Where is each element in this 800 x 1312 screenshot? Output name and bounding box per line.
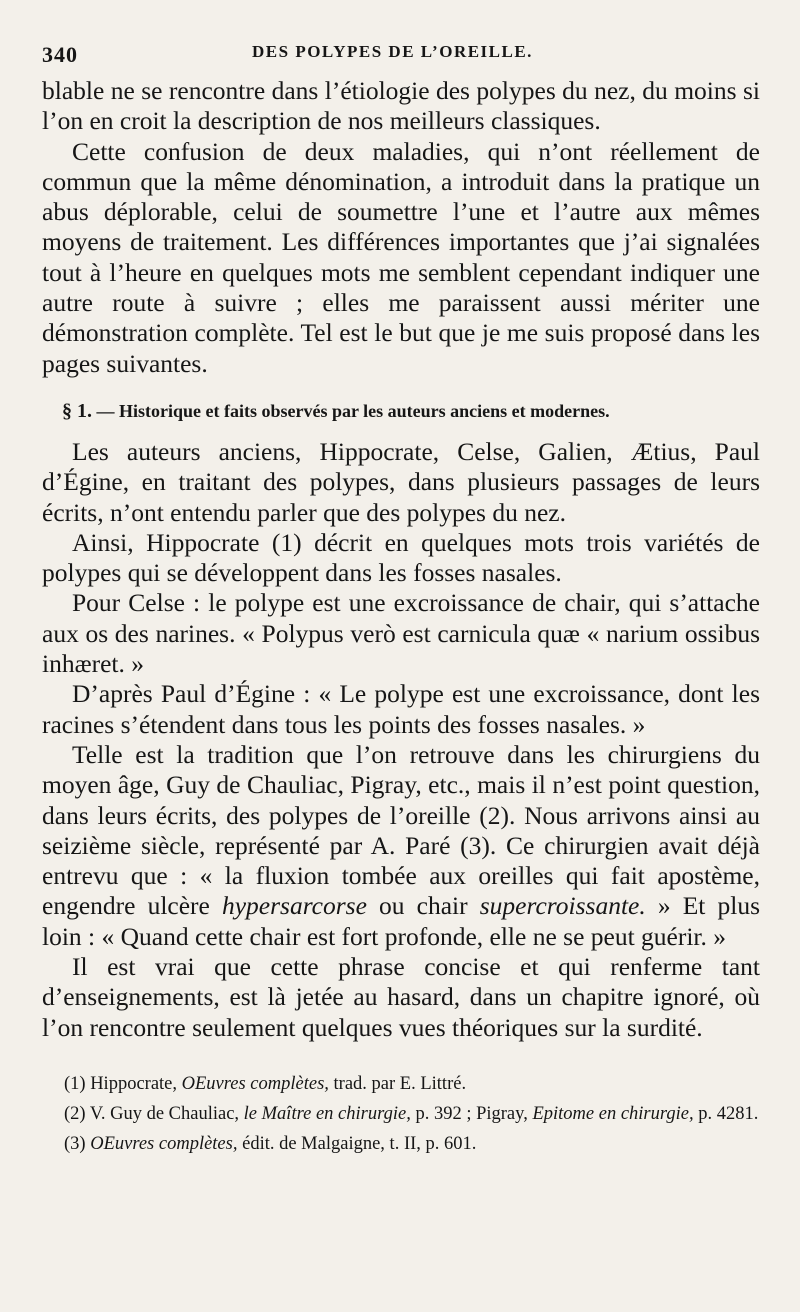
italic-term: hypersarcorse: [221, 891, 367, 921]
text-run: ou chair: [366, 891, 480, 921]
text-run: (2) V. Guy de Chauliac,: [64, 1103, 244, 1124]
italic-title: le Maître en chirurgie,: [243, 1103, 411, 1124]
footnotes: [42, 1071, 760, 1157]
italic-term: supercroissante.: [479, 891, 646, 921]
italic-title: OEuvres complètes,: [90, 1133, 238, 1154]
paragraph: Pour Celse : le polype est une excroissance de chair, qui s’attache aux os des narines. « Polypus verò est carnicula quæ « narium ossibus inhæret. »: [42, 588, 760, 679]
italic-title: Epitome en chirurgie,: [532, 1103, 694, 1124]
text-run: p. 4281.: [693, 1103, 759, 1124]
paragraph: Il est vrai que cette phrase concise et qui renferme tant d’enseignements, est là jetée au hasard, dans un chapitre ignoré, où l’on rencontre seulement quelques vues théoriques sur la surdité.: [42, 952, 760, 1042]
running-head: [42, 36, 760, 76]
footnote-1: [42, 1071, 760, 1097]
text-run: trad. par E. Littré.: [328, 1073, 467, 1094]
italic-title: OEuvres complètes,: [181, 1073, 329, 1094]
paragraph-continued: blable ne se rencontre dans l’étiologie des polypes du nez, du moins si l’on en croit la description de nos meilleurs classiques.: [42, 76, 760, 136]
text-run: » Et plus loin : « Quand cette chair est fort profonde, elle ne se peut guérir. »: [42, 891, 761, 951]
paragraph: [42, 740, 760, 952]
section-number: § 1.: [62, 399, 92, 422]
running-title: DES POLYPES DE L’OREILLE.: [252, 42, 533, 61]
paragraph: Cette confusion de deux maladies, qui n’ont réellement de commun que la même dénomination, a introduit dans la pratique un abus déplorable, celui de soumettre l’une et l’autre aux mêmes moyens de traitement. Les différences importantes que j’ai signalées tout à l’heure en quelques mots me semblent cependant indiquer une autre route à suivre ; elles me paraissent aussi mériter une démonstration complète. Tel est le but que je me suis proposé dans les pages suivantes.: [42, 136, 760, 378]
section-title: — Historique et faits observés par les auteurs anciens et modernes.: [96, 400, 610, 421]
paragraph: D’après Paul d’Égine : « Le polype est une excroissance, dont les racines s’étendent dans tous les points des fosses nasales. »: [42, 679, 760, 739]
text-run: (1) Hippocrate,: [64, 1073, 182, 1094]
paragraph: Ainsi, Hippocrate (1) décrit en quelques mots trois variétés de polypes qui se développent dans les fosses nasales.: [42, 527, 760, 588]
text-run: édit. de Malgaigne, t. II, p. 601.: [237, 1133, 477, 1154]
text-run: Telle est la tradition que l’on retrouve dans les chirurgiens du moyen âge, Guy de Chauliac, Pigray, etc., mais il n’est point question, dans leurs écrits, des polypes de l’oreille (2). Nous arrivons ainsi au seizième siècle, représenté par A. Paré (3). Ce chirurgien avait déjà entrevu que : « la fluxion tombée aux oreilles qui fait apostème, engendre ulcère: [42, 739, 760, 921]
body-text: [42, 76, 760, 1043]
text-run: (3): [64, 1133, 91, 1154]
footnote-2: [42, 1101, 760, 1127]
text-run: p. 392 ; Pigray,: [410, 1103, 533, 1124]
paragraph: Les auteurs anciens, Hippocrate, Celse, Galien, Ætius, Paul d’Égine, en traitant des polypes, dans plusieurs passages de leurs écrits, n’ont entendu parler que des polypes du nez.: [42, 436, 760, 527]
page-number: 340: [42, 42, 78, 67]
footnote-3: [42, 1131, 760, 1157]
section-heading: [62, 399, 760, 423]
